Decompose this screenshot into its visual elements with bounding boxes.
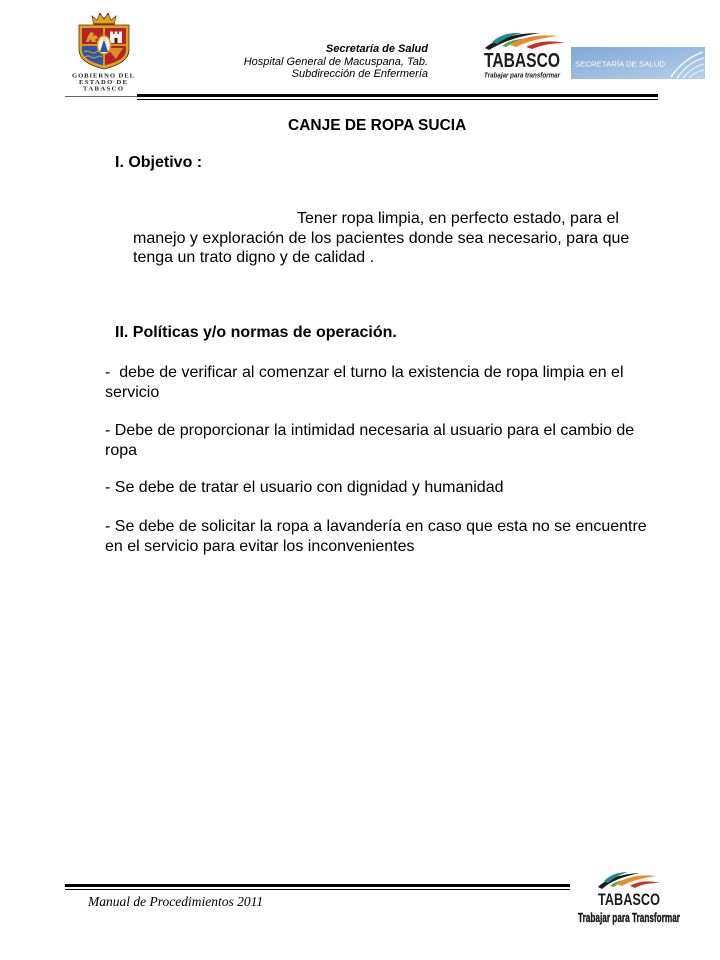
header-rule-left xyxy=(65,96,137,97)
policies-heading: II. Políticas y/o normas de operación. xyxy=(115,324,397,341)
policy-item xyxy=(105,363,624,402)
logo-slogan: Trabajar para Transformar xyxy=(578,910,680,925)
emblem-caption-line: TABASCO xyxy=(83,85,123,93)
policy-line: en el servicio para evitar los inconvenientes xyxy=(105,537,415,555)
tabasco-logo xyxy=(480,28,570,82)
objective-line: tenga un trato digno y de calidad . xyxy=(133,249,375,267)
manual-label: Manual de Procedimientos 2011 xyxy=(88,894,264,909)
objective-paragraph xyxy=(133,209,629,268)
hospital-name: Hospital General de Macuspana, Tab. xyxy=(243,55,428,68)
emblem-caption-line: ESTADO DE xyxy=(79,79,127,86)
secretaria-salud-badge xyxy=(571,47,705,79)
policy-line: - Debe de proporcionar la intimidad necesaria al usuario para el cambio de xyxy=(105,422,635,439)
policy-line: - Se debe de solicitar la ropa a lavandería en caso que esta no se encuentre xyxy=(105,518,647,535)
objective-line: Tener ropa limpia, en perfecto estado, para el xyxy=(297,210,619,227)
footer-rule xyxy=(65,884,570,887)
emblem-caption-line: GOBIERNO DEL xyxy=(72,72,134,80)
footer-rule-secondary xyxy=(65,889,570,890)
secretariat-name: Secretaría de Salud xyxy=(325,43,428,55)
header-rule xyxy=(137,94,658,97)
logo-wordmark: TABASCO xyxy=(598,890,660,909)
document-title: CANJE DE ROPA SUCIA xyxy=(288,117,467,134)
objective-line: manejo y exploración de los pacientes donde sea necesario, para que xyxy=(133,229,630,247)
shield-icon xyxy=(79,25,129,69)
objective-heading: I. Objetivo : xyxy=(115,154,203,171)
crown-icon xyxy=(92,13,116,27)
policy-item xyxy=(105,517,647,556)
policy-line: ropa xyxy=(105,441,138,459)
header-institution xyxy=(244,43,428,81)
policy-line: - Se debe de tratar el usuario con dignidad y humanidad xyxy=(105,479,504,496)
swoosh-icon xyxy=(485,33,565,50)
policy-line: - debe de verificar al comenzar el turno la existencia de ropa limpia en el xyxy=(105,364,624,381)
department-name: Subdirección de Enfermería xyxy=(291,68,428,81)
footer-tabasco-logo xyxy=(572,866,684,926)
swoosh-icon xyxy=(598,872,660,889)
policy-line: servicio xyxy=(105,383,160,401)
logo-wordmark: TABASCO xyxy=(484,50,560,72)
state-coat-of-arms xyxy=(66,12,140,94)
policy-item xyxy=(105,421,634,460)
logo-slogan: Trabajar para transformar xyxy=(484,70,561,80)
badge-label: SECRETARÍA DE SALUD xyxy=(575,59,666,69)
header-rule-secondary xyxy=(137,99,658,100)
policy-item xyxy=(105,478,503,498)
